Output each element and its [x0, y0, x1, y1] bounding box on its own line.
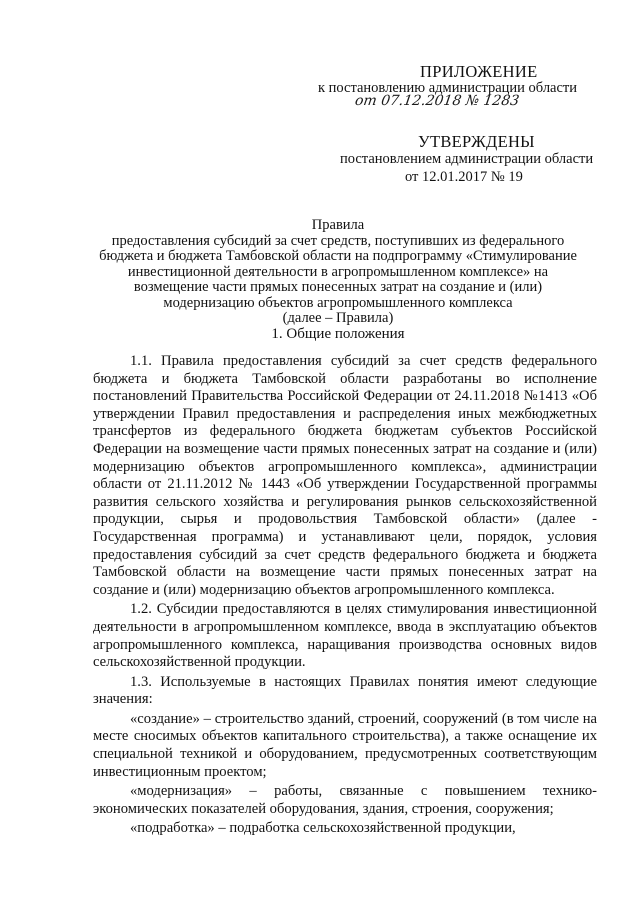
- rules-header-line: Правила: [311, 217, 365, 233]
- rules-header-line: бюджета и бюджета Тамбовской области на подпрограмму «Стимулирование: [99, 248, 577, 264]
- rules-header-line: предоставления субсидий за счет средств, поступивших из федерального: [111, 232, 565, 249]
- rules-header-line: возмещение части прямых понесенных затрат на создание и (или): [133, 279, 543, 295]
- rules-header-line: модернизацию объектов агропромышленного комплекса: [163, 294, 513, 311]
- rules-header-line: (далее – Правила): [282, 310, 394, 326]
- paragraph: 1.3. Используемые в настоящих Правилах понятия имеют следующие значения:: [93, 673, 597, 708]
- paragraph: «подработка» – подработка сельскохозяйственной продукции,: [130, 820, 516, 837]
- approved-by-line: постановлением администрации области: [340, 151, 594, 167]
- body-text: [93, 353, 597, 838]
- paragraph: 1.1. Правила предоставления субсидий за счет средств федерального бюджета и бюджета Тамбовской области разработаны во исполнение постановлений Правительства Российской Федерации от 24.11.2018 №1413 «Об утверждении Правил предоставления и распределения иных межбюджетных трансфертов из федерального бюджета бюджетам субъектов Российской Федерации на возмещение части прямых понесенных затрат на создание и (или) модернизацию объектов агропромышленного комплекса», администрации области от 21.11.2012 № 1443 «Об утверждении Государственной программы развития сельского хозяйства и регулирования рынков сельскохозяйственной продукции, сырья и продовольствия Тамбовской области» (далее - Государственная программа) и устанавливают цели, порядок, условия предоставления субсидий за счет средств федерального бюджета и бюджета Тамбовской области на возмещение части прямых понесенных затрат на создание и (или) модернизацию объектов агропромышленного комплекса.: [93, 353, 597, 598]
- appendix-title: ПРИЛОЖЕНИЕ: [420, 62, 538, 81]
- approved-date-line: от 12.01.2017 № 19: [405, 169, 523, 185]
- rules-header-line: инвестиционной деятельности в агропромышленном комплексе» на: [127, 263, 549, 280]
- section-heading: 1. Общие положения: [271, 326, 405, 342]
- rules-header: [88, 218, 588, 327]
- paragraph: 1.2. Субсидии предоставляются в целях стимулирования инвестиционной деятельности в агропромышленном комплексе, ввода в эксплуатацию объектов агропромышленного комплекса, наращивания производства основных видов сельскохозяйственной продукции.: [93, 601, 597, 671]
- handwritten-date-number: от 07.12.2018 № 1283: [353, 93, 521, 109]
- paragraph: «модернизация» – работы, связанные с повышением технико-экономических показателей оборудования, здания, строения, сооружения;: [93, 783, 597, 817]
- paragraph: «создание» – строительство зданий, строений, сооружений (в том числе на месте сносимых объектов капитального строительства), а также оснащение их специальной техникой и оборудованием, предусмотренных соответствующим инвестиционным проектом;: [93, 710, 597, 780]
- appendix-to-line: к постановлению администрации области: [318, 80, 578, 96]
- approved-title: УТВЕРЖДЕНЫ: [418, 132, 535, 151]
